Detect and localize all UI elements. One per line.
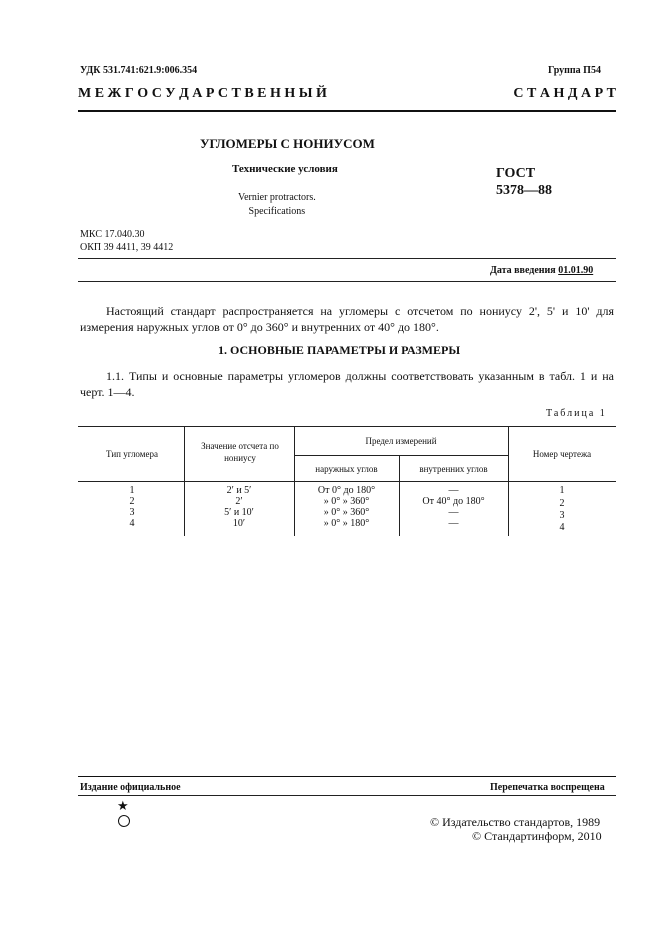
document-subtitle: Технические условия (232, 163, 338, 175)
cell-outer: От 0° до 180° (317, 485, 376, 496)
header-range: Предел измерений (365, 436, 437, 446)
cell-type: 2 (129, 496, 135, 507)
cell-outer: » 0° » 360° (323, 496, 370, 507)
cell-type: 3 (129, 507, 135, 518)
header-drawing: Номер чертежа (532, 449, 592, 459)
header-reading: Значение отсчета по нониусу (201, 441, 279, 463)
section-heading: 1. ОСНОВНЫЕ ПАРАМЕТРЫ И РАЗМЕРЫ (218, 343, 461, 357)
cell-inner: — (448, 518, 459, 529)
reprint-prohibited: Перепечатка воспрещена (490, 782, 605, 793)
document-title: УГЛОМЕРЫ С НОНИУСОМ (200, 136, 375, 151)
cell-outer: » 0° » 180° (323, 518, 370, 529)
okp-code: ОКП 39 4411, 39 4412 (80, 242, 174, 253)
effective-date-label: Дата введения (490, 265, 556, 276)
table-top-rule (78, 426, 616, 427)
cell-inner: — (448, 485, 459, 496)
cell-reading: 2′ и 5′ (226, 485, 252, 496)
footer-rule (78, 776, 616, 777)
date-rule (78, 281, 616, 282)
mks-code: МКС 17.040.30 (80, 229, 145, 240)
footer-rule-2 (78, 795, 616, 796)
standard-banner (78, 86, 616, 102)
banner-word-standard: С Т А Н Д А Р Т (513, 86, 616, 101)
table-label: Таблица 1 (546, 408, 607, 419)
cell-outer: » 0° » 360° (323, 507, 370, 518)
banner-word-interstate: М Е Ж Г О С У Д А Р С Т В Е Н Н Ы Й (78, 86, 327, 101)
cell-reading: 5′ и 10′ (224, 507, 254, 518)
cell-drawing: 2 (559, 498, 565, 509)
cell-type: 4 (129, 518, 135, 529)
cell-drawing: 3 (559, 510, 565, 521)
table-subheader-rule (294, 455, 508, 456)
gost-designation (496, 165, 552, 199)
udk-code: УДК 531.741:621.9:006.354 (80, 65, 198, 76)
star-icon: ★ (117, 798, 129, 813)
gost-number: 5378—88 (496, 183, 552, 198)
intro-paragraph: Настоящий стандарт распространяется на угломеры с отсчетом по нониусу 2', 5' и 10' для измерения наружных углов от 0° до 360° и внутренних от 40° до 180°. (80, 304, 614, 334)
table-header-rule (78, 481, 616, 482)
cell-drawing: 1 (559, 485, 565, 496)
copyright-1989: © Издательство стандартов, 1989 (430, 815, 601, 829)
cell-inner: От 40° до 180° (422, 496, 485, 507)
circle-icon (118, 815, 130, 827)
cell-reading: 10′ (232, 518, 246, 529)
cell-type: 1 (129, 485, 135, 496)
header-outer: наружных углов (315, 464, 378, 474)
codes-rule (78, 258, 616, 259)
cell-inner: — (448, 507, 459, 518)
english-title-line1: Vernier protractors. (238, 192, 316, 203)
header-inner: внутренних углов (419, 464, 488, 474)
group-code: Группа П54 (548, 65, 601, 76)
effective-date-value: 01.01.90 (558, 265, 594, 276)
gost-label: ГОСТ (496, 166, 536, 181)
english-title-line2: Specifications (248, 206, 306, 217)
top-rule (78, 110, 616, 112)
header-type: Тип угломера (106, 449, 158, 459)
cell-drawing: 4 (559, 522, 565, 533)
classification-codes (80, 228, 173, 254)
effective-date (490, 265, 593, 276)
clause-1-1: 1.1. Типы и основные параметры угломеров должны соответствовать указанным в табл. 1 и на черт. 1—4. (80, 369, 614, 399)
official-edition: Издание официальное (80, 782, 181, 793)
english-title (238, 191, 316, 219)
cell-reading: 2′ (235, 496, 243, 507)
copyright-2010: © Стандартинформ, 2010 (472, 829, 602, 843)
